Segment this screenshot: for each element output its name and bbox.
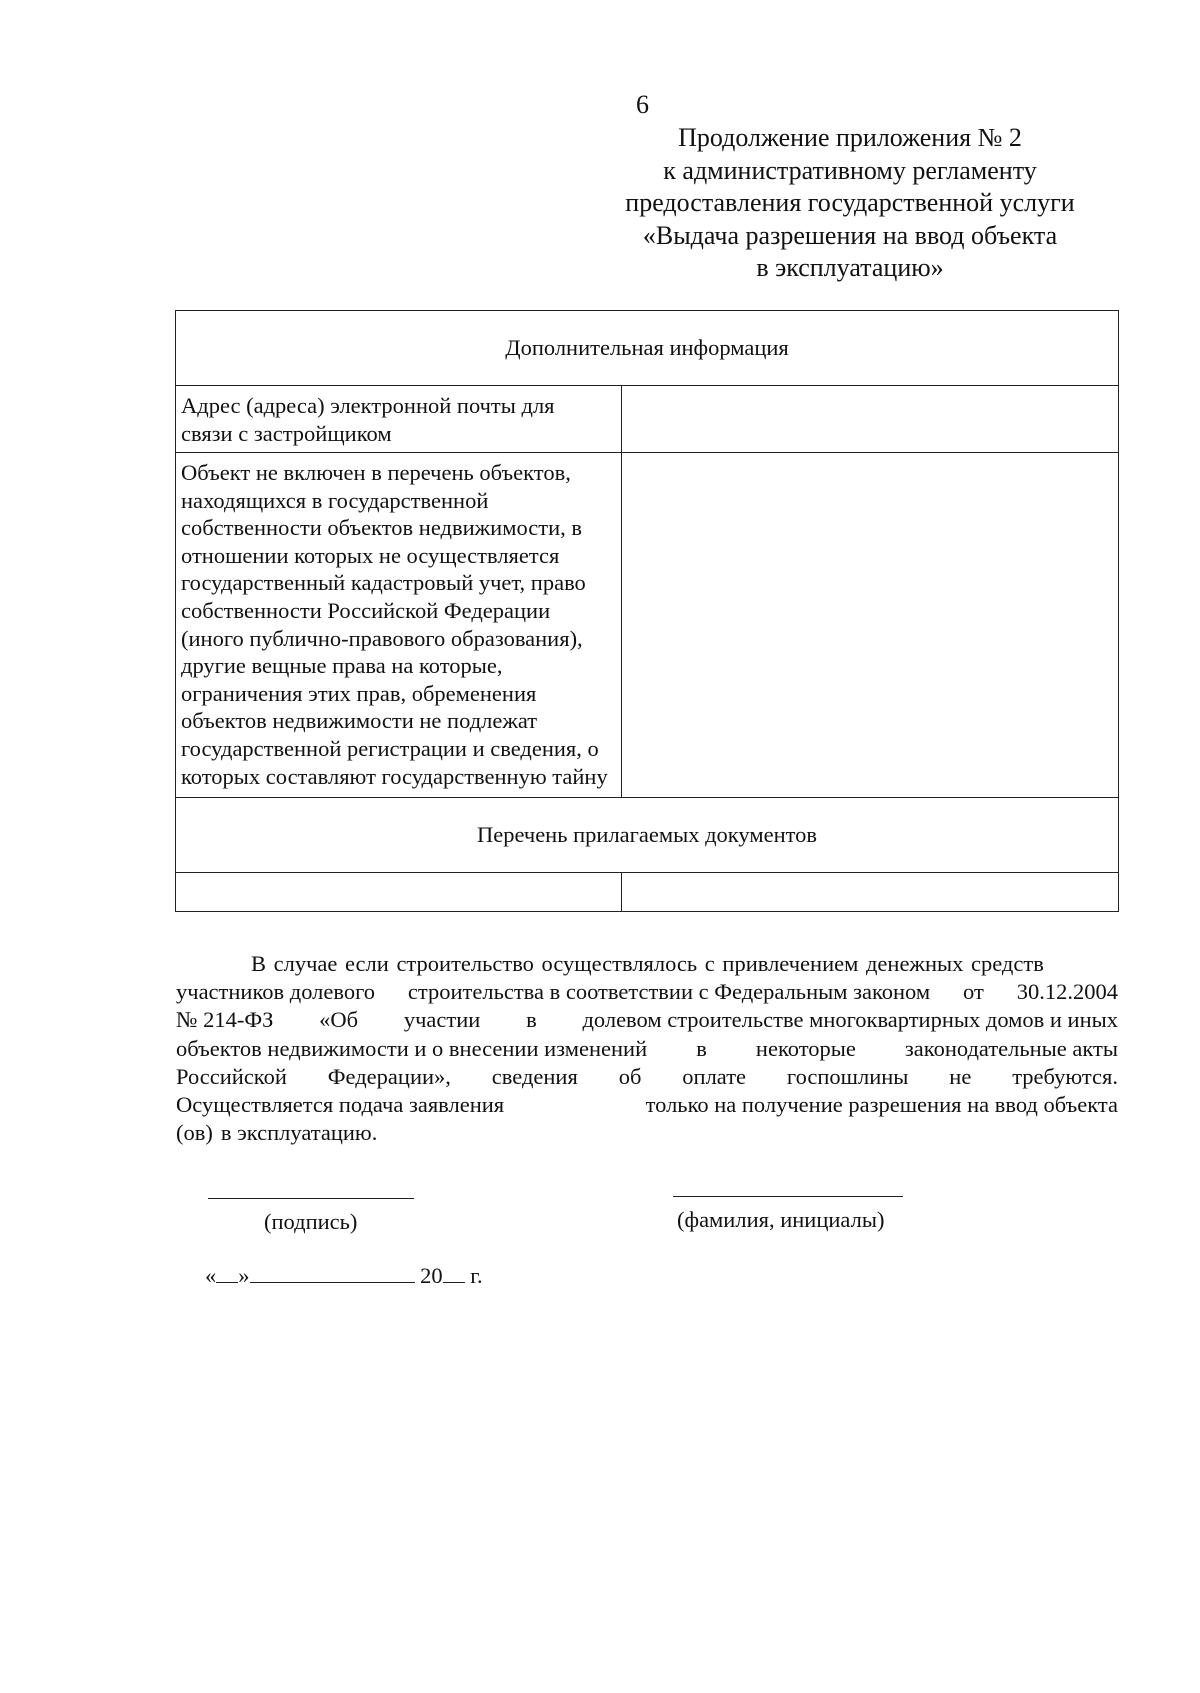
note-line: Осуществляется подача заявления только на получение разрешения на ввод объекта: [176, 1092, 1118, 1118]
signature-line[interactable]: [208, 1198, 414, 1199]
header-line: Продолжение приложения № 2: [678, 123, 1022, 152]
object-not-included-label: [176, 453, 622, 798]
month-blank[interactable]: [250, 1264, 415, 1283]
date-open-quote: «: [205, 1263, 217, 1288]
note-line: В случае если строительство осуществлялось с привлечением денежных средств: [251, 951, 1044, 976]
note-line: № 214-ФЗ «Об участии в долевом строительстве многоквартирных домов и иных: [176, 1007, 1118, 1033]
documents-left-field[interactable]: [176, 873, 622, 912]
header-line: «Выдача разрешения на ввод объекта: [642, 220, 1058, 250]
signature-caption: (подпись): [264, 1209, 358, 1234]
day-blank[interactable]: [216, 1264, 238, 1283]
name-line[interactable]: [673, 1196, 903, 1197]
form-table: [175, 310, 1119, 912]
year-prefix: 20: [420, 1263, 443, 1288]
object-label-line: государственный кадастровый учет, право: [181, 570, 586, 596]
object-label-line: (иного публично-правового образования),: [181, 625, 583, 651]
header-line: предоставления государственной услуги: [625, 188, 1075, 217]
note-line: участников долевого строительства в соответствии с Федеральным законом от 30.12.2004: [176, 979, 1118, 1005]
header-line: к административному регламенту: [663, 155, 1037, 185]
email-label-line: связи с застройщиком: [181, 420, 392, 446]
note-line: (ов) в эксплуатацию.: [176, 1120, 378, 1146]
object-label-line: другие вещные права на которые,: [181, 653, 503, 679]
appendix-header: [560, 122, 1140, 285]
email-value-field[interactable]: [622, 386, 1119, 453]
object-label-line: ограничения этих прав, обременения: [181, 680, 537, 706]
documents-right-field[interactable]: [622, 873, 1119, 912]
year-blank[interactable]: [443, 1264, 465, 1283]
additional-info-title: Дополнительная информация: [176, 311, 1119, 386]
date-close-quote: »: [238, 1263, 250, 1288]
object-value-field[interactable]: [622, 453, 1119, 798]
page-number: 6: [636, 90, 649, 119]
email-label-line: Адрес (адреса) электронной почты для: [181, 393, 555, 418]
documents-title: Перечень прилагаемых документов: [176, 798, 1119, 873]
name-caption: (фамилия, инициалы): [677, 1207, 885, 1232]
email-label: [176, 386, 622, 453]
date-line: [205, 1262, 483, 1290]
object-label-line: объектов недвижимости не подлежат: [181, 708, 538, 734]
note-paragraph: [176, 950, 1118, 1147]
year-suffix: г.: [470, 1263, 483, 1288]
object-label-line: которых составляют государственную тайну: [181, 763, 608, 789]
object-label-line: находящихся в государственной: [181, 487, 489, 513]
note-line: Российской Федерации», сведения об оплате госпошлины не требуются.: [176, 1063, 1118, 1089]
object-label-line: отношении которых не осуществляется: [181, 542, 560, 568]
object-label-line: государственной регистрации и сведения, о: [181, 735, 599, 761]
object-label-line: собственности Российской Федерации: [181, 597, 551, 623]
note-line: объектов недвижимости и о внесении изменений в некоторые законодательные акты: [176, 1035, 1118, 1061]
object-label-line: Объект не включен в перечень объектов,: [181, 460, 571, 485]
header-line: в эксплуатацию»: [756, 253, 944, 282]
object-label-line: собственности объектов недвижимости, в: [181, 515, 583, 541]
